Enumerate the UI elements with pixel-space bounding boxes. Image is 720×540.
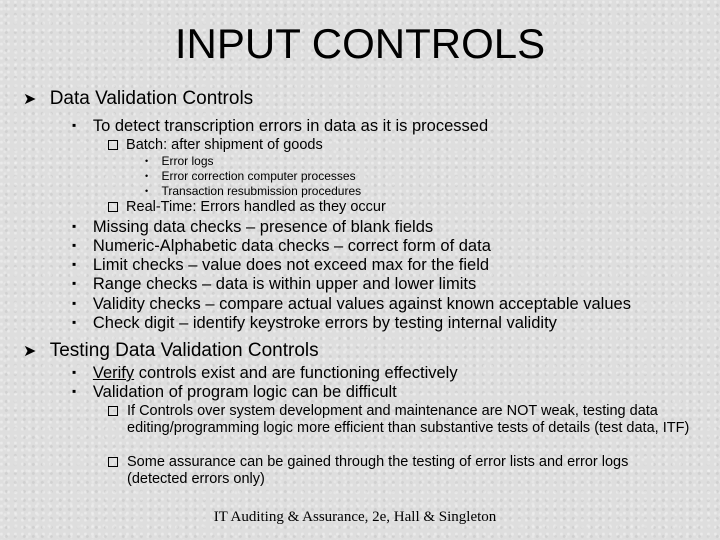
list-item-text: Validity checks – compare actual values against known acceptable values xyxy=(92,295,631,313)
list-item xyxy=(108,199,386,216)
slide-title: INPUT CONTROLS xyxy=(174,20,546,67)
list-item-text: Range checks – data is within upper and lower limits xyxy=(92,275,477,293)
square-bullet-icon: ▪ xyxy=(72,257,77,271)
square-bullet-icon: ▪ xyxy=(72,296,77,310)
list-item xyxy=(72,294,631,314)
square-bullet-icon: ▪ xyxy=(72,118,77,132)
list-item xyxy=(145,154,214,169)
list-item-text: Some assurance can be gained through the testing of error lists and error logs (detected errors only) xyxy=(127,454,629,487)
verify-rest: controls exist and are functioning effectively xyxy=(134,364,458,382)
list-item-text xyxy=(93,364,458,382)
square-bullet-icon: ▪ xyxy=(72,276,77,290)
list-item-text: Missing data checks – presence of blank fields xyxy=(92,218,434,236)
section-heading: Testing Data Validation Controls xyxy=(49,340,319,361)
list-item-text: Error logs xyxy=(161,154,214,168)
list-item-text: Batch: after shipment of goods xyxy=(126,137,323,153)
arrowhead-bullet-icon: ➤ xyxy=(23,343,37,360)
section-testing-data-validation xyxy=(23,340,319,363)
checkbox-bullet-icon xyxy=(108,457,118,467)
list-item xyxy=(145,169,356,184)
section-data-validation xyxy=(23,88,253,111)
section-heading: Data Validation Controls xyxy=(49,88,254,109)
list-item xyxy=(72,255,489,275)
dot-bullet-icon: • xyxy=(145,171,149,181)
list-item-text: Numeric-Alphabetic data checks – correct form of data xyxy=(92,237,491,255)
checkbox-bullet-icon xyxy=(108,202,118,212)
square-bullet-icon: ▪ xyxy=(72,238,77,252)
dot-bullet-icon: • xyxy=(145,186,149,196)
list-item-text: Check digit – identify keystroke errors by testing internal validity xyxy=(92,314,557,332)
square-bullet-icon: ▪ xyxy=(72,219,77,233)
list-item xyxy=(72,363,458,383)
list-item-text: Error correction computer processes xyxy=(161,169,356,183)
list-item xyxy=(72,217,433,237)
list-item-text: To detect transcription errors in data as it is processed xyxy=(92,117,489,135)
list-item-text: If Controls over system development and maintenance are NOT weak, testing data editing/programming logic more efficient than substantive tests of details (test data, ITF) xyxy=(127,403,690,436)
list-item xyxy=(72,274,476,294)
square-bullet-icon: ▪ xyxy=(72,384,77,398)
checkbox-bullet-icon xyxy=(108,140,118,150)
list-item xyxy=(72,116,488,136)
dot-bullet-icon: • xyxy=(145,156,149,166)
list-item-text: Limit checks – value does not exceed max for the field xyxy=(92,256,490,274)
square-bullet-icon: ▪ xyxy=(72,315,77,329)
list-item xyxy=(72,236,491,256)
list-item xyxy=(72,382,397,402)
list-item-text: Real-Time: Errors handled as they occur xyxy=(126,199,386,215)
checkbox-bullet-icon xyxy=(108,406,118,416)
list-item xyxy=(108,137,323,154)
square-bullet-icon: ▪ xyxy=(72,365,77,379)
slide-footer: IT Auditing & Assurance, 2e, Hall & Singleton xyxy=(213,509,497,525)
list-item-text: Validation of program logic can be difficult xyxy=(92,383,397,401)
list-item-text: Transaction resubmission procedures xyxy=(161,184,362,198)
list-item xyxy=(145,184,361,199)
list-item xyxy=(108,403,690,437)
verify-word: Verify xyxy=(92,364,135,382)
arrowhead-bullet-icon: ➤ xyxy=(23,91,37,108)
list-item xyxy=(72,313,557,333)
list-item xyxy=(108,454,690,488)
